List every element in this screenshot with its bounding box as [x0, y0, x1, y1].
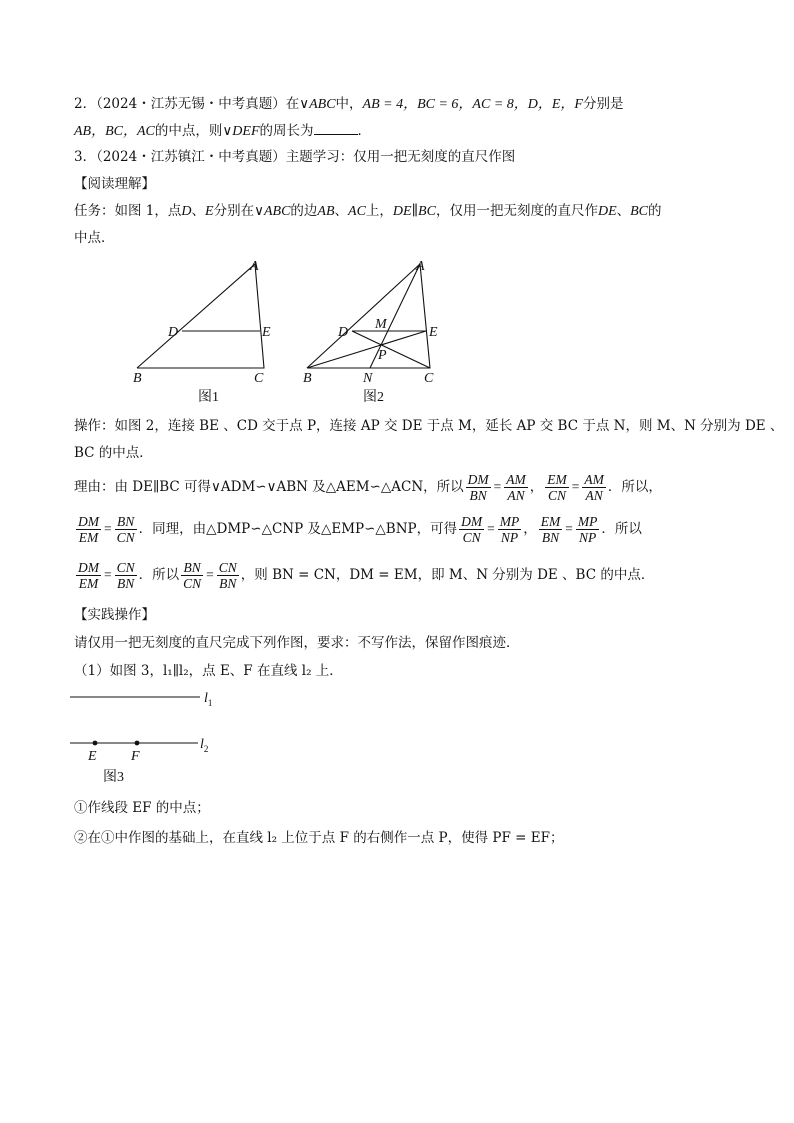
- q2-line-2: [74, 120, 371, 142]
- q2-end: ．: [357, 123, 371, 139]
- section-practice: 【实践操作】: [74, 607, 155, 623]
- side-ab: AB: [317, 204, 335, 219]
- label-d-fig1: D: [168, 325, 179, 340]
- label-l2-letter: l: [200, 737, 204, 752]
- label-a-fig2: A: [416, 259, 425, 274]
- sub-question-2: ②在①中作图的基础上，在直线 l₂ 上位于点 F 的右侧作一点 P，使得 PF = EF；: [74, 830, 564, 846]
- numerator: DM: [461, 514, 483, 529]
- numerator: BN: [181, 560, 203, 576]
- sub-question-1: ①作线段 EF 的中点；: [74, 800, 210, 816]
- task-text: 分别在∨: [213, 203, 264, 219]
- q2-number: 2．: [74, 96, 97, 112]
- label-a-fig1: A: [250, 259, 259, 274]
- triangle-abc-fig2: [307, 264, 430, 368]
- q3-number: 3．: [74, 149, 97, 165]
- task-text: 、: [191, 203, 206, 219]
- triangle-abc: ABC: [263, 204, 291, 219]
- figure-1: [137, 264, 264, 368]
- numerator: DM: [78, 514, 99, 529]
- task-text: 任务：如图 1，点: [74, 203, 182, 219]
- q2-segments: AB，BC，AC: [74, 124, 155, 139]
- reason-text: ．所以: [601, 521, 642, 537]
- reason-line-2: $\frac{DM}{EM}$ = $\frac{BN}{CN}$ ．同理，由△DMP∽△CNP 及△EMP∽△BNP，可得 $\frac{DM}{CN}$ = $\frac{MP}{NP}$ ， $\frac{EM}{BN}$ = $\frac{MP}{NP}$ ．所以: [78, 514, 642, 545]
- q2-line-1: [74, 94, 624, 115]
- part-1-prompt: （1）如图 3，l₁∥l₂，点 E、F 在直线 l₂ 上．: [74, 663, 343, 679]
- fraction-bn-cn: [115, 514, 137, 545]
- parallel-condition: DE∥BC: [392, 204, 436, 219]
- numerator: DM: [467, 472, 489, 487]
- point-d: D: [181, 204, 192, 219]
- figure-2: [307, 264, 430, 368]
- fraction-dm-bn: [466, 472, 491, 503]
- label-l1-letter: l: [204, 691, 208, 706]
- point-f-dot: [135, 741, 140, 746]
- denominator: NP: [578, 530, 597, 545]
- denominator: AN: [585, 488, 603, 503]
- reason-text: ．所以: [138, 567, 180, 583]
- fraction-am-an: [504, 472, 528, 503]
- label-e-fig2: E: [429, 325, 438, 340]
- task-line-2: 中点．: [74, 230, 115, 246]
- numerator: AM: [506, 472, 526, 487]
- figure-2-caption: 图2: [363, 390, 384, 405]
- figure-3: [68, 686, 238, 786]
- denominator: BN: [219, 576, 237, 591]
- task-text: 、: [334, 203, 349, 219]
- numerator: CN: [116, 560, 135, 575]
- q2-triangle: ABC: [309, 97, 336, 112]
- q3-source: （2024・江苏镇江・中考真题）: [96, 149, 286, 165]
- fraction-dm-em: [76, 514, 101, 545]
- q2-triangle-def: DEF: [232, 124, 260, 139]
- fraction-em-bn: [539, 514, 563, 545]
- point-e-dot: [93, 741, 98, 746]
- denominator: CN: [116, 530, 135, 545]
- denominator: BN: [117, 576, 135, 591]
- fraction-mp-np-2: [576, 514, 600, 545]
- label-e-fig1: E: [262, 325, 271, 340]
- numerator: AM: [584, 472, 604, 487]
- task-text: 上，: [365, 203, 393, 219]
- side-ac: AC: [348, 204, 366, 219]
- label-d-fig2: D: [338, 325, 349, 340]
- label-l2-subscript: 2: [203, 744, 209, 754]
- task-text: ，仅用一把无刻度的直尺作: [435, 203, 598, 219]
- fraction-bn-cn-2: [181, 560, 203, 591]
- numerator: DM: [78, 560, 99, 575]
- numerator: CN: [218, 560, 237, 575]
- label-f-fig3: F: [131, 749, 140, 764]
- segment-cd-fig2: [352, 331, 430, 368]
- denominator: EM: [78, 530, 99, 545]
- label-e-fig3: E: [88, 749, 97, 764]
- reason-text: ．所以，: [607, 479, 662, 495]
- q2-source: （2024・江苏无锡・中考真题）: [96, 96, 286, 112]
- numerator: MP: [577, 514, 598, 529]
- denominator: BN: [541, 530, 560, 545]
- fraction-dm-em-2: [76, 560, 101, 591]
- figure-3-caption: 图3: [103, 770, 124, 785]
- task-text: 的: [648, 203, 662, 219]
- section-reading: 【阅读理解】: [74, 176, 155, 192]
- reason-line-3: $\frac{DM}{EM}$ = $\frac{CN}{BN}$ ．所以 $\frac{BN}{CN}$ = $\frac{CN}{BN}$ ，则 BN = CN，DM = EM，即 M、N 分别为 DE 、BC 的中点．: [78, 560, 655, 591]
- label-p-fig2: P: [378, 348, 387, 363]
- fraction-dm-cn: [459, 514, 484, 545]
- segment-bc: BC: [630, 204, 649, 219]
- triangle-abc-fig1: [137, 264, 264, 368]
- practice-instruction: 请仅用一把无刻度的直尺完成下列作图，要求：不写作法，保留作图痕迹．: [74, 635, 520, 651]
- segment-be-fig2: [307, 331, 426, 368]
- task-text: 、: [616, 203, 631, 219]
- label-l2: [200, 737, 208, 754]
- reason-text: ，则 BN = CN，DM = EM，即 M、N 分别为 DE 、BC 的中点．: [240, 567, 655, 583]
- task-text: 的边: [290, 203, 318, 219]
- q2-text: 的中点，则∨: [154, 123, 233, 139]
- q2-text: 在∨: [285, 96, 310, 112]
- answer-blank[interactable]: [314, 120, 358, 135]
- numerator: BN: [115, 514, 137, 530]
- label-b-fig2: B: [303, 371, 312, 386]
- q2-text: 分别是: [583, 96, 624, 112]
- fraction-am-an-2: [582, 472, 606, 503]
- reason-text: 理由：由 DE∥BC 可得∨ADM∽∨ABN 及△AEM∽△ACN，所以: [74, 479, 464, 495]
- label-c-fig1: C: [254, 371, 264, 386]
- label-l1-subscript: 1: [207, 698, 213, 708]
- denominator: BN: [469, 488, 487, 503]
- reason-text: ．同理，由△DMP∽△CNP 及△EMP∽△BNP，可得: [138, 521, 458, 537]
- operation-line-1: 操作：如图 2，连接 BE 、CD 交于点 P，连接 AP 交 DE 于点 M，延长 AP 交 BC 于点 N，则 M、N 分别为 DE 、: [74, 418, 784, 434]
- point-e: E: [205, 204, 214, 219]
- q2-conditions: AB = 4，BC = 6，AC = 8，D，E，F: [362, 97, 583, 112]
- fraction-cn-bn: [115, 560, 137, 591]
- denominator: AN: [507, 488, 525, 503]
- fraction-mp-np: [498, 514, 522, 545]
- q3-header: [74, 147, 515, 167]
- numerator: EM: [540, 514, 561, 529]
- numerator: MP: [499, 514, 520, 529]
- fraction-cn-bn-2: [217, 560, 239, 591]
- q2-text: 中，: [335, 96, 363, 112]
- label-l1: [204, 691, 212, 708]
- numerator: EM: [547, 472, 567, 487]
- reason-line-1: 理由：由 DE∥BC 可得∨ADM∽∨ABN 及△AEM∽△ACN，所以 $\frac{DM}{BN}$ = $\frac{AM}{AN}$ ， $\frac{EM}{CN}$ = $\frac{AM}{AN}$ ．所以，: [74, 472, 662, 503]
- operation-line-2: BC 的中点．: [74, 445, 153, 461]
- denominator: EM: [78, 576, 99, 591]
- label-m-fig2: M: [375, 317, 387, 332]
- fraction-em-cn: [545, 472, 569, 503]
- q3-topic: 主题学习：仅用一把无刻度的直尺作图: [285, 149, 516, 165]
- denominator: NP: [500, 530, 519, 545]
- denominator: CN: [183, 576, 202, 591]
- figure-1-caption: 图1: [198, 390, 219, 405]
- denominator: CN: [462, 530, 481, 545]
- label-b-fig1: B: [133, 371, 142, 386]
- segment-de: DE: [597, 204, 617, 219]
- q2-text: 的周长为: [259, 123, 314, 139]
- label-c-fig2: C: [424, 371, 434, 386]
- denominator: CN: [548, 488, 567, 503]
- figures-1-2: [120, 255, 460, 405]
- label-n-fig2: N: [363, 371, 373, 386]
- task-line-1: [74, 201, 662, 222]
